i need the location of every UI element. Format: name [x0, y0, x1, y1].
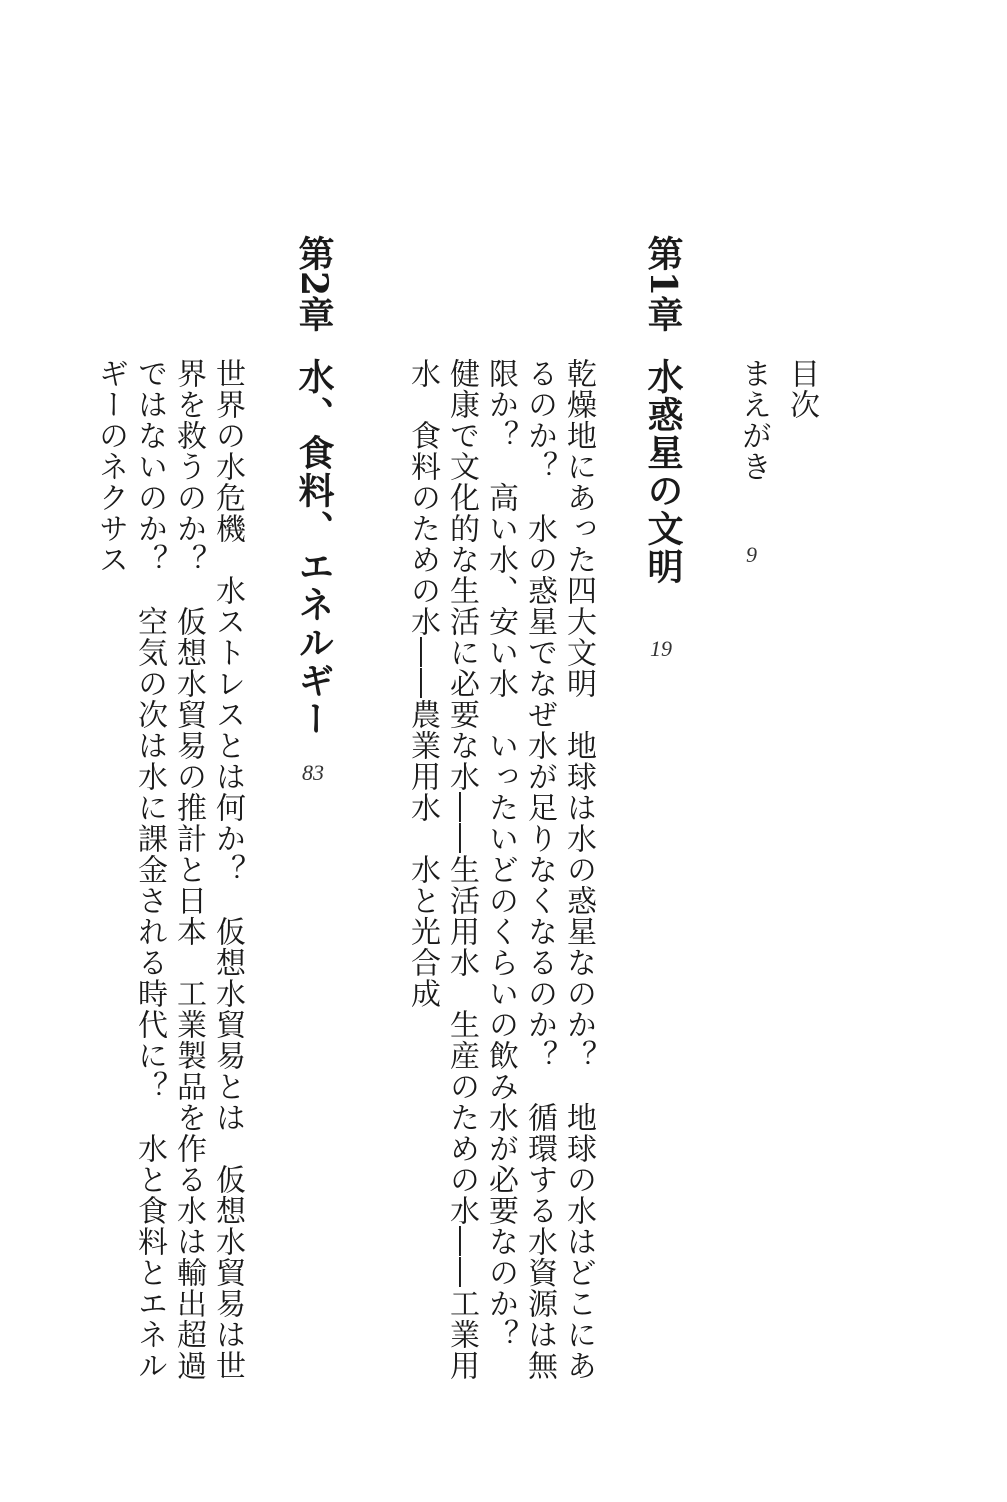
page-number-chapter-1: 19	[650, 636, 672, 661]
page-number-preface: 9	[746, 542, 757, 567]
chapter-2-title[interactable]: 水、食料、エネルギー	[293, 358, 335, 738]
chapter-1-line-1: 乾燥地にあった四大文明 地球は水の惑星なのか？ 地球の水はどこにあ	[561, 358, 596, 1381]
chapter-2-line-2: 界を救うのか？ 仮想水貿易の推計と日本 工業製品を作る水は輸出超過	[171, 358, 206, 1381]
chapter-2-label: 第2章	[293, 235, 335, 333]
chapter-1-line-5: 水 食料のための水――農業用水 水と光合成	[405, 358, 440, 1009]
page-number-chapter-2: 83	[302, 760, 324, 785]
chapter-1-title[interactable]: 水惑星の文明	[642, 358, 684, 586]
toc-title: 目次	[784, 358, 819, 420]
chapter-2-line-3: ではないのか？ 空気の次は水に課金される時代に？ 水と食料とエネル	[132, 358, 167, 1381]
chapter-2-line-1: 世界の水危機 水ストレスとは何か？ 仮想水貿易とは 仮想水貿易は世	[210, 358, 245, 1381]
chapter-1-label: 第1章	[642, 235, 684, 333]
chapter-2-line-4: ギーのネクサス	[93, 358, 128, 575]
toc-item-preface[interactable]: まえがき	[736, 358, 771, 482]
chapter-1-line-3: 限か？ 高い水、安い水 いったいどのくらいの飲み水が必要なのか？	[483, 358, 518, 1350]
chapter-1-line-2: るのか？ 水の惑星でなぜ水が足りなくなるのか？ 循環する水資源は無	[522, 358, 557, 1381]
chapter-1-line-4: 健康で文化的な生活に必要な水――生活用水 生産のための水――工業用	[444, 358, 479, 1381]
